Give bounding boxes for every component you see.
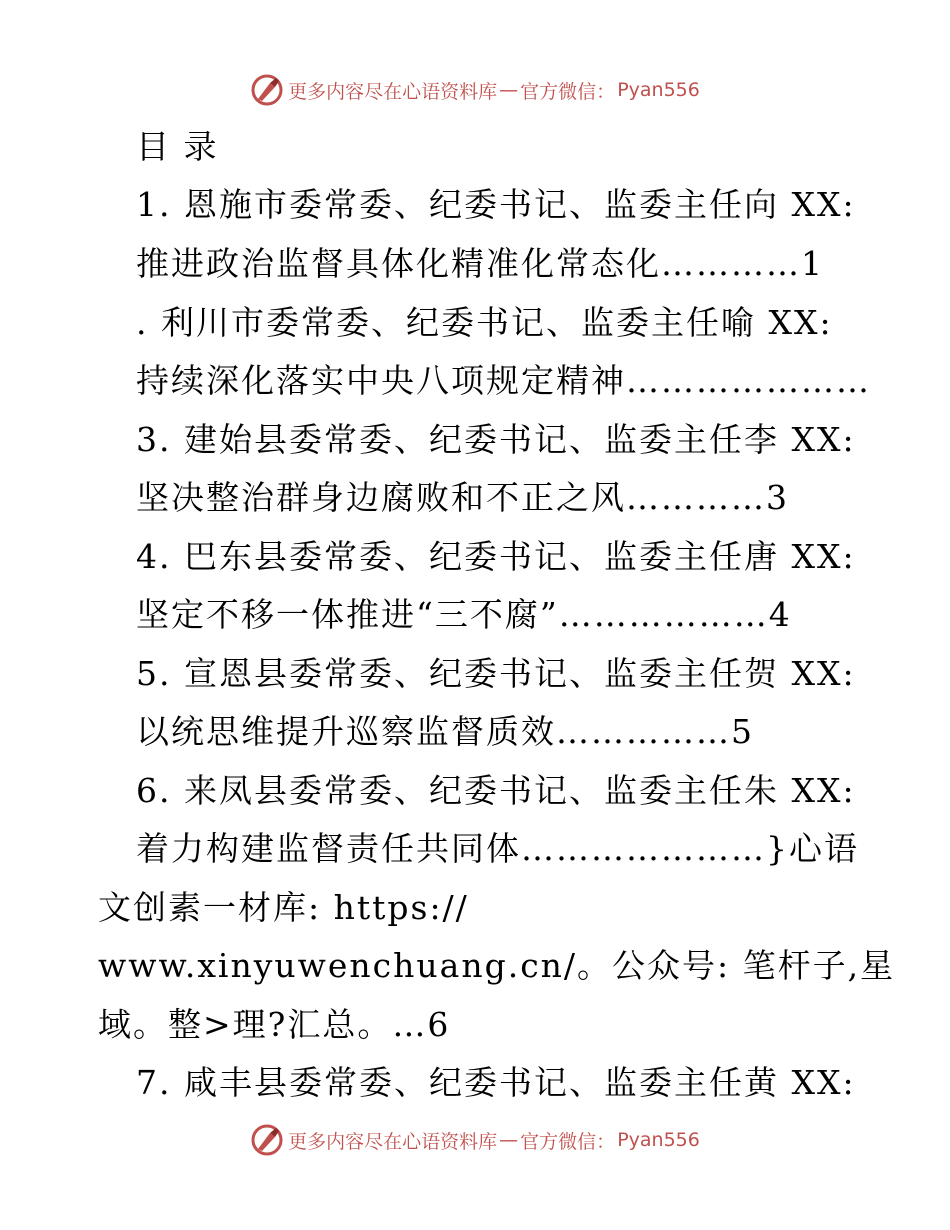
toc-line: 持续深化落实中央八项规定精神………………… <box>136 361 871 400</box>
banner-wechat-label: 官方微信： <box>520 1130 616 1153</box>
toc-line: 4. 巴东县委常委、纪委书记、监委主任唐 XX: <box>136 537 856 576</box>
toc-line: 坚定不移一体推进“三不腐”………………4 <box>136 595 792 634</box>
banner-separator: — <box>499 1129 519 1151</box>
banner-main-text: 更多内容尽在心语资料库 <box>288 1130 498 1153</box>
toc-line: 7. 咸丰县委常委、纪委书记、监委主任黄 XX: <box>136 1063 856 1102</box>
toc-line: 1. 恩施市委常委、纪委书记、监委主任向 XX: <box>136 185 856 224</box>
toc-line: 域。整>理?汇总。…6 <box>98 1005 451 1044</box>
toc-line: 3. 建始县委常委、纪委书记、监委主任李 XX: <box>136 420 856 459</box>
toc-title: 目 录 <box>136 127 219 166</box>
banner-wechat-label: 官方微信： <box>520 80 616 103</box>
banner-wechat-id: Pyan556 <box>617 79 700 101</box>
footer-banner <box>0 1120 950 1160</box>
pen-nib-logo-icon <box>250 1123 284 1157</box>
banner-main-text: 更多内容尽在心语资料库 <box>288 80 498 103</box>
toc-line: . 利川市委常委、纪委书记、监委主任喻 XX: <box>136 303 833 342</box>
toc-line: 6. 来凤县委常委、纪委书记、监委主任朱 XX: <box>136 771 856 810</box>
toc-line: 推进政治监督具体化精准化常态化…………1 <box>136 244 824 283</box>
banner-wechat-id: Pyan556 <box>617 1129 700 1151</box>
header-banner <box>0 70 950 110</box>
toc-line: 5. 宣恩县委常委、纪委书记、监委主任贺 XX: <box>136 654 856 693</box>
toc-line: www.xinyuwenchuang.cn/。公众号: 笔杆子,星 <box>98 946 896 985</box>
pen-nib-logo-icon <box>250 73 284 107</box>
toc-line: 以统思维提升巡察监督质效……………5 <box>136 712 754 751</box>
banner-separator: — <box>499 79 519 101</box>
toc-line: 文创素一材库: https:// <box>98 888 469 927</box>
toc-line: 坚决整治群身边腐败和不正之风…………3 <box>136 478 789 517</box>
toc-line: 着力构建监督责任共同体…………………}心语 <box>136 829 859 868</box>
